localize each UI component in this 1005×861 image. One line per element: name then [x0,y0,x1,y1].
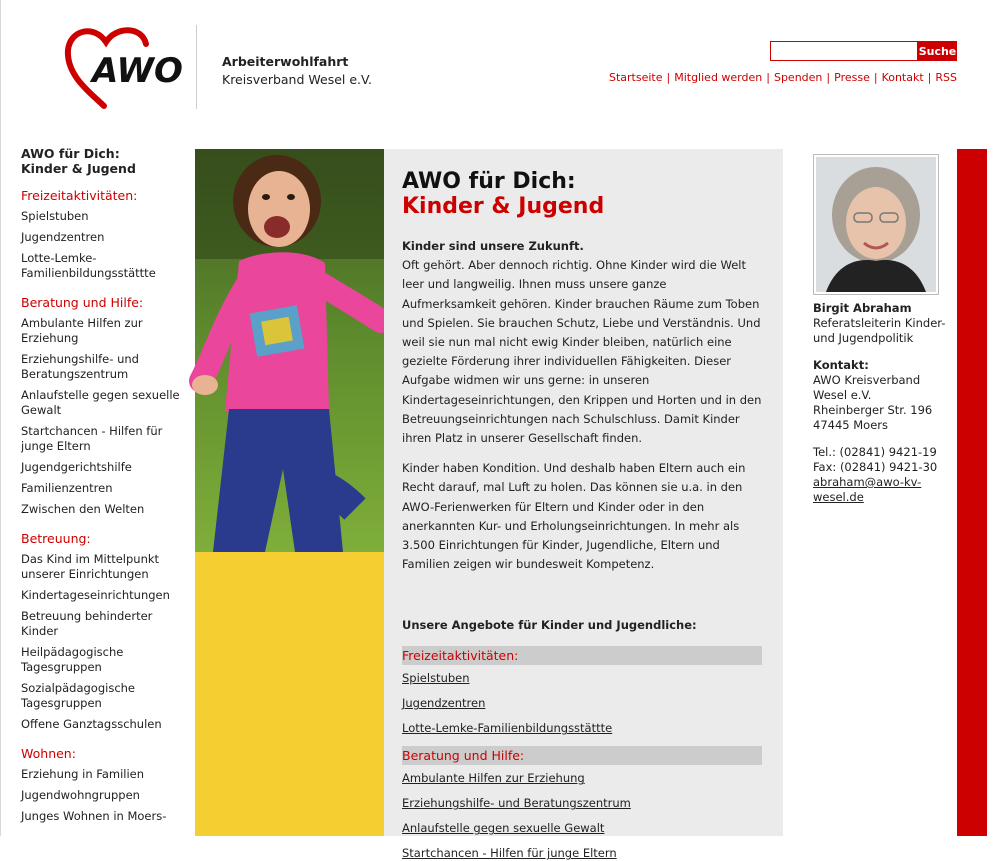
leftnav-group [21,188,191,281]
contact-fax: Fax: (02841) 9421-30 [813,460,938,474]
leftnav-item[interactable]: Betreuung behinderter Kinder [21,609,153,638]
offer-link[interactable]: Anlaufstelle gegen sexuelle Gewalt [402,821,605,836]
logo-wordmark: AWO [92,51,183,91]
awo-logo[interactable] [64,24,183,110]
page-subtitle: Kinder & Jugend [402,194,605,219]
leftnav-item[interactable]: Jugendgerichtshilfe [21,460,132,474]
leftnav-title: AWO für Dich: Kinder & Jugend [21,146,136,176]
right-red-bar [957,149,987,836]
second-paragraph: Kinder haben Kondition. Und deshalb haben Eltern auch ein Recht darauf, mal Luft zu holen. Das können sie u.a. in den AWO-Ferienwerken für Eltern und Kinder oder in den anerkannten Kur- und Erholungseinrichtungen. In mehr als 3.500 Einrichtungen für Kinder, Jugendliche, Eltern und Familien zeigen wir bundesweit Kompetenz. [402,461,746,572]
search-form [770,41,957,61]
leftnav-item[interactable]: Heilpädagogische Tagesgruppen [21,645,124,674]
topnav-startseite[interactable]: Startseite [608,71,663,84]
contact-city: 47445 Moers [813,418,888,432]
contact-phone: Tel.: (02841) 9421-19 [813,445,937,459]
header-divider [196,25,197,109]
topnav-mitglied-werden[interactable]: Mitglied werden [674,71,763,84]
leftnav-group [21,531,191,732]
intro-text: Oft gehört. Aber dennoch richtig. Ohne Kinder wird die Welt leer und langweilig. Ihnen muss unsere ganze Aufmerksamkeit gehören. Kinder brauchen Räume zum Toben und Spielen. Sie brauchen Schutz, Liebe und Verständnis. Und weil sie nun mal nicht ewig Kinder bleiben, natürlich eine gezielte Förderung ihrer individuellen Fähigkeiten. Dieser Aufgabe widmen wir uns gerne: in unseren Kindertageseinrichtungen, den Krippen und Horten und in den Betreuungseinrichtungen nach Schulschluss. Damit Kinder ihren Platz in unserer Gesellschaft finden. [402,258,762,446]
photo-column [195,149,384,836]
page-title: AWO für Dich: [402,169,576,194]
leftnav-group [21,746,191,824]
contact-role: Referatsleiterin Kinder- und Jugendpolitik [813,316,946,345]
leftnav-item[interactable]: Startchancen - Hilfen für junge Eltern [21,424,163,453]
leftnav-item[interactable]: Ambulante Hilfen zur Erziehung [21,316,143,345]
offer-link[interactable]: Jugendzentren [402,696,486,711]
leftnav-item[interactable]: Kindertageseinrichtungen [21,588,170,602]
search-button[interactable]: Suche [918,41,957,61]
leftnav-item[interactable]: Erziehungshilfe- und Beratungszentrum [21,352,139,381]
intro-paragraph [402,237,763,448]
offer-link[interactable]: Spielstuben [402,671,470,686]
contact-portrait [813,154,939,295]
page-edge [0,0,1,836]
offer-link[interactable]: Lotte-Lemke-Familienbildungsstättte [402,721,613,736]
contact-label: Kontakt: [813,358,869,372]
leftnav-item[interactable]: Junges Wohnen in Moers- [21,809,167,823]
offer-category: Beratung und Hilfe: [402,746,762,765]
contact-street: Rheinberger Str. 196 [813,403,933,417]
offers-heading: Unsere Angebote für Kinder und Jugendliche: [402,618,697,633]
leftnav-category: Betreuung: [21,531,91,546]
top-navigation: Startseite | Mitglied werden | Spenden | Presse | Kontakt | RSS [608,71,957,84]
org-title: Arbeiterwohlfahrt [222,54,349,69]
contact-name: Birgit Abraham [813,301,912,315]
offer-link[interactable]: Erziehungshilfe- und Beratungszentrum [402,796,631,811]
offer-link[interactable]: Ambulante Hilfen zur Erziehung [402,771,585,786]
child-photo [195,149,384,552]
left-navigation [21,146,191,838]
topnav-rss[interactable]: RSS [935,71,957,84]
offer-link[interactable]: Startchancen - Hilfen für junge Eltern [402,846,617,861]
leftnav-category: Wohnen: [21,746,76,761]
main-content [384,149,783,861]
intro-lead: Kinder sind unsere Zukunft. [402,239,584,253]
search-input[interactable] [770,41,918,61]
leftnav-item[interactable]: Das Kind im Mittelpunkt unserer Einrichtungen [21,552,160,581]
leftnav-item[interactable]: Jugendwohngruppen [21,788,140,802]
leftnav-item[interactable]: Lotte-Lemke-Familienbildungsstättte [21,251,156,280]
leftnav-item[interactable]: Offene Ganztagsschulen [21,717,162,731]
leftnav-item[interactable]: Erziehung in Familien [21,767,145,781]
topnav-kontakt[interactable]: Kontakt [881,71,924,84]
topnav-presse[interactable]: Presse [834,71,870,84]
organization-name [222,53,372,89]
leftnav-category: Freizeitaktivitäten: [21,188,138,203]
org-subtitle: Kreisverband Wesel e.V. [222,72,372,87]
contact-org: AWO Kreisverband Wesel e.V. [813,373,921,402]
leftnav-category: Beratung und Hilfe: [21,295,144,310]
offer-category: Freizeitaktivitäten: [402,646,762,665]
leftnav-item[interactable]: Anlaufstelle gegen sexuelle Gewalt [21,388,180,417]
contact-email-link[interactable]: abraham@awo-kv-wesel.de [813,475,922,504]
topnav-spenden[interactable]: Spenden [773,71,823,84]
leftnav-item[interactable]: Spielstuben [21,209,89,223]
leftnav-item[interactable]: Sozialpädagogische Tagesgruppen [21,681,136,710]
leftnav-item[interactable]: Jugendzentren [21,230,105,244]
leftnav-item[interactable]: Familienzentren [21,481,113,495]
leftnav-group [21,295,191,517]
contact-column [813,154,953,517]
leftnav-item[interactable]: Zwischen den Welten [21,502,145,516]
